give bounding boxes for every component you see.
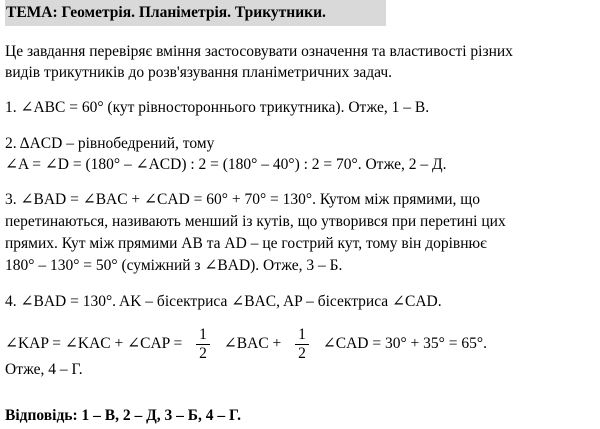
step-4-conclusion: Отже, 4 – Г.	[5, 361, 83, 378]
formula-end: ∠CAD = 30° + 35° = 65°.	[322, 335, 487, 353]
fraction-1-denominator: 2	[199, 345, 207, 362]
step-3-line-1: 3. ∠BAD = ∠BAC + ∠CAD = 60° + 70° = 130°. Кутом між прямими, що	[5, 191, 480, 208]
step-1: 1. ∠ABC = 60° (кут рівностороннього трикутника). Отже, 1 – В.	[5, 99, 430, 116]
fraction-2-numerator: 1	[295, 326, 309, 345]
formula-start: ∠KAP = ∠KAC + ∠CAP =	[5, 335, 183, 353]
fraction-2-denominator: 2	[298, 345, 306, 362]
intro-line-1: Це завдання перевіряє вміння застосовувати означення та властивості різних	[5, 43, 513, 60]
step-3-line-4: 180° – 130° = 50° (суміжний з ∠BAD). Отже, 3 – Б.	[5, 257, 343, 274]
intro-line-2: видів трикутників до розв'язування планіметричних задач.	[5, 64, 393, 81]
fraction-one-half-2	[295, 326, 309, 363]
topic-title: ТЕМА: Геометрія. Планіметрія. Трикутники.	[5, 0, 386, 26]
step-2-line-1: 2. ΔACD – рівнобедрений, тому	[5, 135, 215, 152]
step-4-formula	[5, 326, 487, 363]
step-4-line-1: 4. ∠BAD = 130°. AK – бісектриса ∠BAC, AP – бісектриса ∠CAD.	[5, 293, 442, 310]
final-answer	[5, 406, 241, 426]
step-3-line-2: перетинаються, називають менший із кутів, що утворився при перетині цих	[5, 213, 506, 230]
fraction-one-half-1	[196, 326, 210, 363]
step-2-line-2: ∠A = ∠D = (180° – ∠ACD) : 2 = (180° – 40°) : 2 = 70°. Отже, 2 – Д.	[5, 156, 447, 173]
step-3-line-3: прямих. Кут між прямими AB та AD – це гострий кут, тому він дорівнює	[5, 235, 487, 252]
answer-text: Відповідь: 1 – В, 2 – Д, 3 – Б, 4 – Г.	[5, 407, 242, 424]
fraction-1-numerator: 1	[196, 326, 210, 345]
formula-mid: ∠BAC +	[223, 335, 282, 353]
document	[5, 0, 595, 424]
